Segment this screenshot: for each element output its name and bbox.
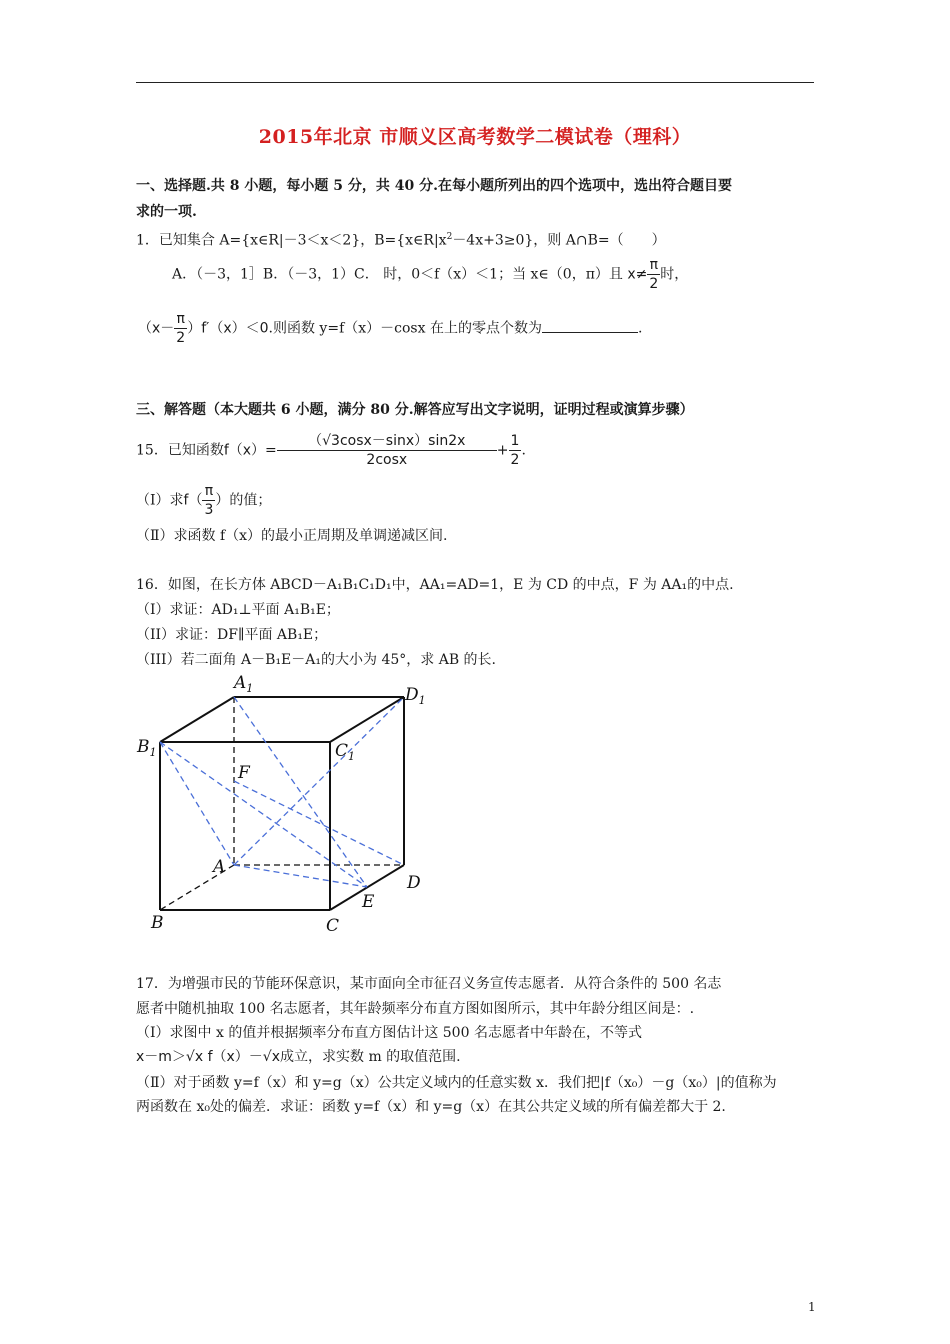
question-16-part2: （II）求证：DF∥平面 AB₁E； — [136, 627, 328, 643]
frac-numerator: π — [202, 482, 215, 501]
q1-sup: 2 — [446, 232, 453, 242]
frac-denominator: 3 — [204, 502, 214, 518]
frac-denominator: 2 — [510, 452, 520, 468]
question-15-stem — [136, 432, 526, 469]
question-1-stem — [136, 227, 666, 251]
label-d: D — [407, 873, 421, 893]
label-b1: $B_1$ — [137, 737, 157, 759]
question-1-line2 — [138, 310, 642, 347]
line-b1-a — [160, 742, 234, 865]
q15-denominator: 2cosx — [366, 452, 408, 468]
q1-text2: －4x+3≥0}，则 A∩B=（ ） — [452, 232, 666, 249]
label-a: A — [213, 857, 226, 877]
question-17-line4 — [136, 1047, 461, 1067]
label-c1: $C_1$ — [335, 741, 356, 763]
q15-half — [509, 432, 522, 469]
q1-shi: 时， — [660, 266, 689, 283]
q15-prefix: 15．已知函数 — [136, 442, 224, 459]
frac-numerator: π — [174, 310, 187, 329]
question-17-line5: （Ⅱ）对于函数 y=f（x）和 y=g（x）公共定义域内的任意实数 x．我们把|f（x₀）－g（x₀）|的值称为 — [136, 1075, 777, 1091]
section3-heading: 三、解答题（本大题共 6 小题，满分 80 分.解答应写出文字说明，证明过程或演算步骤） — [136, 402, 694, 418]
q17-math: x－m＞√x f（x）－√x — [136, 1049, 280, 1065]
label-c: C — [326, 916, 340, 936]
q1-pi-over-2 — [647, 256, 660, 293]
frac-denominator: 2 — [176, 330, 186, 346]
q1-line2-end: . — [637, 320, 643, 337]
q1-line2-pre: （x－ — [138, 320, 175, 337]
section1-heading-line1: 一、选择题.共 8 小题，每小题 5 分，共 40 分.在每小题所列出的四个选项中，选出符合题目要 — [136, 178, 732, 194]
q1-line2-pi-over-2 — [174, 310, 187, 347]
frac-denominator: 2 — [649, 276, 659, 292]
line-a1-e — [234, 697, 367, 887]
question-17-line2: 愿者中随机抽取 100 名志愿者，其年龄频率分布直方图如图所示，其中年龄分组区间是：. — [136, 1001, 695, 1017]
edge-b1-a1 — [160, 697, 234, 742]
page-number: 1 — [808, 1300, 816, 1314]
question-16-part1: （I）求证：AD₁⊥平面 A₁B₁E； — [136, 602, 340, 618]
label-d1: $D_1$ — [405, 685, 426, 707]
label-b: B — [151, 913, 164, 933]
question-16-stem: 16．如图，在长方体 ABCD－A₁B₁C₁D₁中，AA₁=AD=1，E 为 CD 的中点，F 为 AA₁的中点. — [136, 577, 734, 593]
q15-part1-f: f（ — [183, 492, 203, 509]
q15-fraction — [277, 432, 497, 469]
section1-heading-line2: 求的一项. — [136, 204, 197, 220]
question-17-line1: 17．为增强市民的节能环保意识，某市面向全市征召义务宣传志愿者．从符合条件的 500 名志 — [136, 976, 722, 992]
question-15-part1 — [136, 482, 271, 519]
q15-part1-pre: （Ⅰ）求 — [136, 492, 184, 509]
q15-part1-post: 的值； — [229, 492, 272, 509]
q1-text: 1．已知集合 A={x∈R|－3＜x＜2}，B={x∈R|x — [136, 232, 447, 249]
edge-d1-c1 — [330, 697, 404, 742]
q1-line2-post: ）f′（x）＜0 — [187, 320, 269, 337]
label-a1: $A_1$ — [234, 673, 254, 695]
q17-line4-text: 成立，求实数 m 的取值范围. — [280, 1049, 461, 1065]
q15-fx: f（x）= — [223, 442, 277, 459]
q1-options-text: A．（－3，1］B．（－3，1）C． 时，0＜f（x）＜1；当 x∈（0，π）且 — [172, 266, 623, 283]
answer-blank — [542, 318, 638, 333]
q15-plus: + — [496, 442, 509, 459]
question-16-part3: （III）若二面角 A－B₁E－A₁的大小为 45°，求 AB 的长. — [136, 652, 497, 668]
q1-line2-text: .则函数 y=f（x）－cosx 在上的零点个数为 — [268, 320, 542, 337]
label-f: F — [238, 763, 250, 783]
label-e: E — [362, 892, 375, 912]
q1-x-ne: x≠ — [627, 266, 648, 283]
question-1-options — [172, 256, 688, 293]
q15-numerator: （√3cosx－sinx）sin2x — [277, 432, 497, 451]
line-a-d1 — [234, 697, 404, 865]
frac-numerator: π — [647, 256, 660, 275]
q15-part1-close: ） — [215, 492, 230, 509]
q15-pi-over-3 — [202, 482, 215, 519]
q15-period: . — [521, 442, 526, 459]
question-15-part2: （Ⅱ）求函数 f（x）的最小正周期及单调递减区间. — [136, 528, 448, 544]
page-title: 2015年北京 市顺义区高考数学二模试卷（理科） — [258, 126, 692, 148]
line-a-e — [234, 865, 367, 887]
top-rule — [136, 82, 814, 83]
cuboid-figure — [128, 668, 448, 938]
question-17-line6: 两函数在 x₀处的偏差．求证：函数 y=f（x）和 y=g（x）在其公共定义域的所有偏差都大于 2. — [136, 1099, 726, 1115]
line-f-d — [234, 781, 404, 865]
frac-numerator: 1 — [510, 433, 520, 449]
question-17-line3: （Ⅰ）求图中 x 的值并根据频率分布直方图估计这 500 名志愿者中年龄在，不等式 — [136, 1025, 642, 1041]
